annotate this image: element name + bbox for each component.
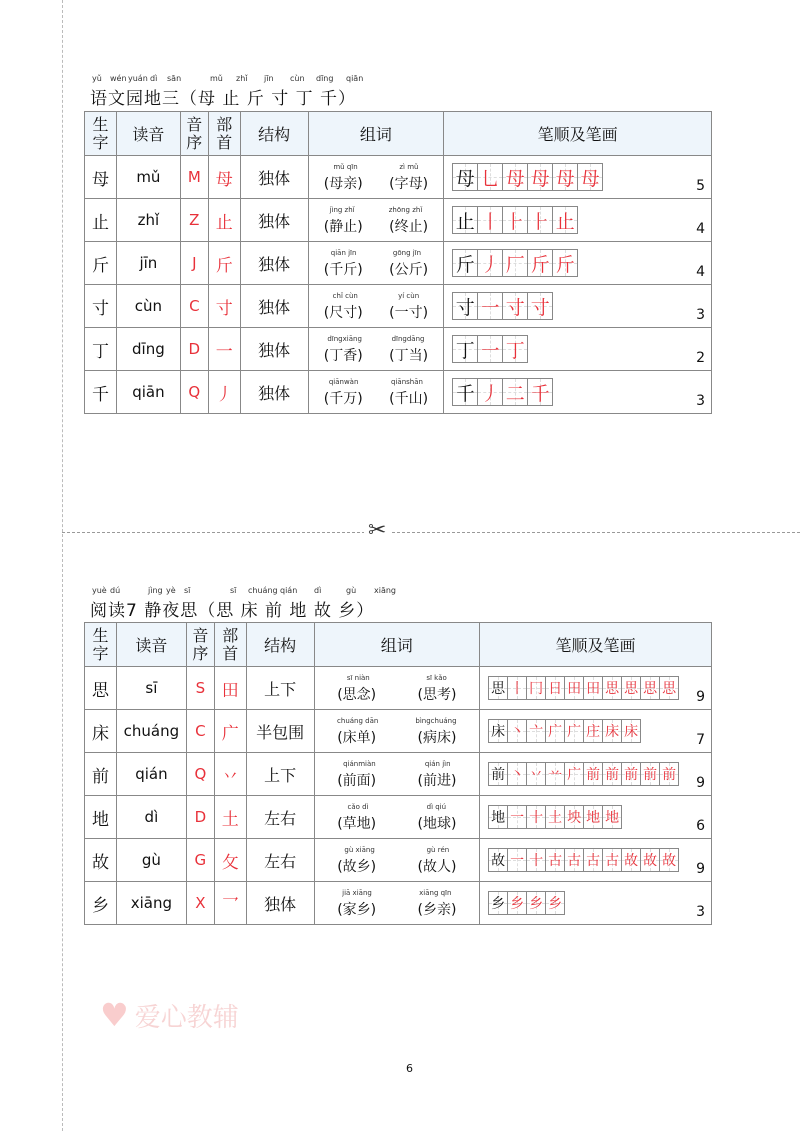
radical-cell: 田 [214, 667, 246, 710]
word1: (千万) [323, 391, 363, 407]
stroke-step-box: 床 [621, 719, 641, 743]
strokes-cell [444, 285, 712, 328]
stroke-step-box: ⺊ [527, 206, 553, 234]
word2: (病床) [417, 730, 457, 746]
stroke-step-box: 母 [452, 163, 478, 191]
word1: (家乡) [337, 902, 377, 918]
header-radical: 部首 [208, 112, 240, 156]
stroke-step-box: 十 [526, 848, 546, 872]
header-char: 生字 [85, 112, 117, 156]
stroke-count: 3 [696, 307, 705, 323]
header-structure: 结构 [246, 623, 314, 667]
strokes-cell [480, 882, 712, 925]
stroke-step-box: 广 [564, 719, 584, 743]
pinyin-cell: xiāng [116, 882, 186, 925]
strokes-cell [444, 371, 712, 414]
order-cell: M [180, 156, 208, 199]
word2: (思考) [417, 687, 457, 703]
header-char: 生字 [85, 623, 117, 667]
stroke-step-box: 丁 [502, 335, 528, 363]
stroke-step-box: 前 [621, 762, 641, 786]
word1: (尺寸) [323, 305, 363, 321]
stroke-step-box: 寸 [527, 292, 553, 320]
table-row [85, 199, 712, 242]
stroke-step-box: 厂 [502, 249, 528, 277]
stroke-order-grid [452, 292, 552, 320]
stroke-step-box: 古 [583, 848, 603, 872]
structure-cell: 独体 [240, 156, 308, 199]
stroke-order-grid [452, 249, 577, 277]
stroke-step-box: 思 [488, 676, 508, 700]
strokes-cell [444, 156, 712, 199]
section1-title [90, 74, 430, 109]
word1-pinyin: chǐ cùn [332, 292, 358, 300]
section2-title-text: 阅读7 静夜思（思 床 前 地 故 乡） [90, 601, 375, 621]
word2-pinyin: gōng jīn [392, 249, 422, 257]
word2: (乡亲) [417, 902, 457, 918]
stroke-step-box: 地 [488, 805, 508, 829]
structure-cell: 独体 [240, 371, 308, 414]
stroke-step-box: 寸 [452, 292, 478, 320]
order-cell: C [180, 285, 208, 328]
word2: (前进) [417, 773, 457, 789]
word2-pinyin: yí cùn [398, 292, 420, 300]
word1-pinyin: gù xiāng [344, 846, 375, 854]
stroke-step-box: ⺟ [502, 163, 528, 191]
stroke-step-box: 庄 [583, 719, 603, 743]
table-row [85, 371, 712, 414]
radical-cell: 丷 [214, 753, 246, 796]
section2-table [84, 622, 712, 925]
strokes-cell [480, 796, 712, 839]
stroke-step-box: 故 [640, 848, 660, 872]
word2-pinyin: bìngchuáng [415, 717, 457, 725]
stroke-step-box: 丶 [507, 762, 527, 786]
order-cell: Z [180, 199, 208, 242]
pinyin-cell: qián [116, 753, 186, 796]
word1: (草地) [337, 816, 377, 832]
stroke-step-box: 二 [502, 378, 528, 406]
word1: (丁香) [323, 348, 363, 364]
header-strokes: 笔顺及笔画 [444, 112, 712, 156]
table-row [85, 839, 712, 882]
words-cell [314, 753, 480, 796]
word2-pinyin: zhōng zhǐ [388, 206, 423, 214]
pinyin-cell: dīng [116, 328, 180, 371]
stroke-step-box: 丷 [526, 762, 546, 786]
stroke-step-box: 田 [583, 676, 603, 700]
stroke-step-box: 土 [545, 805, 565, 829]
stroke-step-box: 千 [452, 378, 478, 406]
word1-pinyin: chuáng dān [337, 717, 379, 725]
stroke-step-box: 思 [640, 676, 660, 700]
table-row [85, 242, 712, 285]
word2-pinyin: dīngdāng [391, 335, 425, 343]
strokes-cell [480, 753, 712, 796]
char-cell: 寸 [85, 285, 117, 328]
table-row [85, 882, 712, 925]
stroke-step-box: 一 [507, 805, 527, 829]
stroke-order-grid [452, 206, 577, 234]
char-cell: 乡 [85, 882, 117, 925]
section1-title-text: 语文园地三（母 止 斤 寸 丁 千） [90, 89, 357, 109]
stroke-step-box: 丿 [477, 378, 503, 406]
radical-cell: 广 [214, 710, 246, 753]
watermark-text: 爱心教辅 [134, 1002, 239, 1033]
stroke-step-box: 止 [552, 206, 578, 234]
word1-pinyin: qiánmiàn [343, 760, 376, 768]
strokes-cell [480, 710, 712, 753]
stroke-step-box: 一 [477, 292, 503, 320]
header-order: 音序 [186, 623, 214, 667]
radical-cell: 丿 [208, 371, 240, 414]
section2-title [90, 586, 430, 621]
char-cell: 千 [85, 371, 117, 414]
heart-icon: ♥ [100, 996, 129, 1034]
stroke-step-box: 古 [564, 848, 584, 872]
pinyin-cell: jīn [116, 242, 180, 285]
stroke-step-box: 故 [659, 848, 679, 872]
words-cell [308, 156, 444, 199]
stroke-step-box: 广 [564, 762, 584, 786]
structure-cell: 上下 [246, 667, 314, 710]
stroke-order-grid [488, 891, 564, 915]
stroke-count: 4 [696, 264, 705, 280]
words-cell [314, 710, 480, 753]
word1-pinyin: cǎo dì [347, 803, 369, 811]
stroke-step-box: 古 [545, 848, 565, 872]
order-cell: S [186, 667, 214, 710]
header-order: 音序 [180, 112, 208, 156]
stroke-step-box: 床 [488, 719, 508, 743]
word2-pinyin: sī kǎo [426, 674, 447, 682]
stroke-step-box: 丶 [507, 719, 527, 743]
stroke-step-box: 母 [577, 163, 603, 191]
stroke-step-box: 斤 [552, 249, 578, 277]
char-cell: 思 [85, 667, 117, 710]
stroke-count: 3 [696, 393, 705, 409]
stroke-step-box: 床 [602, 719, 622, 743]
word1-pinyin: qiān jīn [330, 249, 357, 257]
stroke-step-box: 前 [640, 762, 660, 786]
structure-cell: 独体 [240, 285, 308, 328]
char-cell: 丁 [85, 328, 117, 371]
word1: (故乡) [337, 859, 377, 875]
structure-cell: 独体 [240, 199, 308, 242]
word2-pinyin: dì qiú [426, 803, 447, 811]
order-cell: Q [186, 753, 214, 796]
char-cell: 故 [85, 839, 117, 882]
radical-cell: 止 [208, 199, 240, 242]
structure-cell: 独体 [240, 328, 308, 371]
words-cell [314, 796, 480, 839]
header-words: 组词 [308, 112, 444, 156]
stroke-step-box: 乡 [488, 891, 508, 915]
stroke-step-box: 丿 [477, 249, 503, 277]
strokes-cell [444, 199, 712, 242]
word2-pinyin: zì mǔ [399, 163, 419, 171]
table-row [85, 667, 712, 710]
order-cell: D [186, 796, 214, 839]
stroke-step-box: 前 [488, 762, 508, 786]
table-header [85, 623, 712, 667]
word2: (丁当) [389, 348, 429, 364]
word2: (故人) [417, 859, 457, 875]
section1-title-pinyin: yǔ wén yuán dì sān mǔ zhǐ jīn cùn dīng qiān [92, 74, 364, 83]
stroke-step-box: 一 [477, 335, 503, 363]
stroke-order-grid [488, 676, 678, 700]
watermark [100, 996, 239, 1034]
order-cell: Q [180, 371, 208, 414]
stroke-count: 9 [696, 775, 705, 791]
stroke-step-box: 坱 [564, 805, 584, 829]
stroke-step-box: 丨 [507, 676, 527, 700]
stroke-step-box: 丁 [452, 335, 478, 363]
stroke-step-box: 思 [602, 676, 622, 700]
section2-title-pinyin: yuè dú jìng yè sī sī chuáng qián dì gù xiāng [92, 586, 397, 595]
words-cell [314, 839, 480, 882]
stroke-count: 3 [696, 904, 705, 920]
stroke-step-box: 十 [526, 805, 546, 829]
stroke-step-box: 广 [545, 719, 565, 743]
pinyin-cell: qiān [116, 371, 180, 414]
word1-pinyin: jìng zhǐ [329, 206, 355, 214]
stroke-order-grid [488, 848, 678, 872]
stroke-step-box: 乡 [526, 891, 546, 915]
stroke-count: 5 [696, 178, 705, 194]
stroke-step-box: 乡 [545, 891, 565, 915]
pinyin-cell: cùn [116, 285, 180, 328]
stroke-step-box: 日 [545, 676, 565, 700]
order-cell: D [180, 328, 208, 371]
header-words: 组词 [314, 623, 480, 667]
stroke-step-box: 亠 [526, 719, 546, 743]
word1-pinyin: dīngxiāng [327, 335, 362, 343]
stroke-count: 9 [696, 861, 705, 877]
radical-cell: 一 [208, 328, 240, 371]
stroke-order-grid [488, 719, 640, 743]
structure-cell: 上下 [246, 753, 314, 796]
stroke-count: 4 [696, 221, 705, 237]
word1-pinyin: jiā xiāng [342, 889, 372, 897]
words-cell [308, 242, 444, 285]
char-cell: 前 [85, 753, 117, 796]
char-cell: 床 [85, 710, 117, 753]
char-cell: 斤 [85, 242, 117, 285]
page-number: 6 [406, 1062, 413, 1075]
char-cell: 地 [85, 796, 117, 839]
stroke-step-box: 乡 [507, 891, 527, 915]
stroke-step-box: 止 [452, 206, 478, 234]
word1: (千斤) [323, 262, 363, 278]
order-cell: X [186, 882, 214, 925]
word1-pinyin: qiānwàn [328, 378, 359, 386]
word1: (前面) [337, 773, 377, 789]
stroke-step-box: 前 [583, 762, 603, 786]
word2: (终止) [389, 219, 429, 235]
stroke-step-box: 千 [527, 378, 553, 406]
stroke-step-box: ⺊ [502, 206, 528, 234]
scissors-icon: ✂ [364, 518, 390, 544]
table-row [85, 710, 712, 753]
stroke-order-grid [488, 805, 621, 829]
pinyin-cell: dì [116, 796, 186, 839]
word1: (静止) [323, 219, 363, 235]
strokes-cell [444, 328, 712, 371]
word2-pinyin: qiānshān [391, 378, 423, 386]
stroke-order-grid [488, 762, 678, 786]
stroke-step-box: 冂 [526, 676, 546, 700]
word1: (母亲) [323, 176, 363, 192]
stroke-step-box: 地 [583, 805, 603, 829]
stroke-order-grid [452, 163, 602, 191]
radical-cell: 攵 [214, 839, 246, 882]
structure-cell: 独体 [240, 242, 308, 285]
stroke-step-box: 前 [602, 762, 622, 786]
structure-cell: 半包围 [246, 710, 314, 753]
char-cell: 止 [85, 199, 117, 242]
stroke-step-box: 丨 [477, 206, 503, 234]
strokes-cell [480, 667, 712, 710]
pinyin-cell: mǔ [116, 156, 180, 199]
word2-pinyin: qián jìn [424, 760, 451, 768]
words-cell [308, 328, 444, 371]
word1-pinyin: mǔ qīn [333, 163, 358, 171]
header-read: 读音 [116, 112, 180, 156]
table-row [85, 796, 712, 839]
order-cell: G [186, 839, 214, 882]
word1-pinyin: sī niàn [346, 674, 370, 682]
table-row [85, 753, 712, 796]
stroke-step-box: 前 [659, 762, 679, 786]
stroke-step-box: 䒑 [545, 762, 565, 786]
table-row [85, 285, 712, 328]
stroke-order-grid [452, 378, 552, 406]
stroke-order-grid [452, 335, 527, 363]
stroke-step-box: 古 [602, 848, 622, 872]
pinyin-cell: chuáng [116, 710, 186, 753]
binding-margin-line [62, 0, 63, 1131]
header-strokes: 笔顺及笔画 [480, 623, 712, 667]
words-cell [308, 285, 444, 328]
stroke-step-box: 斤 [452, 249, 478, 277]
words-cell [314, 882, 480, 925]
char-cell: 母 [85, 156, 117, 199]
table-header [85, 112, 712, 156]
header-read: 读音 [116, 623, 186, 667]
table-row [85, 328, 712, 371]
stroke-step-box: 母 [527, 163, 553, 191]
radical-cell: 母 [208, 156, 240, 199]
word2: (千山) [389, 391, 429, 407]
radical-cell: 土 [214, 796, 246, 839]
radical-cell: 寸 [208, 285, 240, 328]
radical-cell: 乛 [214, 882, 246, 925]
words-cell [308, 371, 444, 414]
pinyin-cell: sī [116, 667, 186, 710]
pinyin-cell: zhǐ [116, 199, 180, 242]
stroke-step-box: 思 [659, 676, 679, 700]
pinyin-cell: gù [116, 839, 186, 882]
stroke-step-box: 故 [621, 848, 641, 872]
word2-pinyin: xiāng qīn [419, 889, 452, 897]
header-radical: 部首 [214, 623, 246, 667]
stroke-step-box: 故 [488, 848, 508, 872]
stroke-step-box: 乚 [477, 163, 503, 191]
word1: (床单) [337, 730, 377, 746]
structure-cell: 左右 [246, 796, 314, 839]
order-cell: C [186, 710, 214, 753]
stroke-step-box: 田 [564, 676, 584, 700]
word1: (思念) [337, 687, 377, 703]
word2: (地球) [417, 816, 457, 832]
structure-cell: 独体 [246, 882, 314, 925]
words-cell [314, 667, 480, 710]
stroke-step-box: 母 [552, 163, 578, 191]
word2: (字母) [389, 176, 429, 192]
stroke-count: 6 [696, 818, 705, 834]
stroke-count: 7 [696, 732, 705, 748]
section1-table [84, 111, 712, 414]
strokes-cell [444, 242, 712, 285]
header-structure: 结构 [240, 112, 308, 156]
stroke-step-box: 一 [507, 848, 527, 872]
strokes-cell [480, 839, 712, 882]
word2-pinyin: gù rén [426, 846, 450, 854]
word2: (公斤) [389, 262, 429, 278]
table-row [85, 156, 712, 199]
word2: (一寸) [389, 305, 429, 321]
stroke-step-box: 斤 [527, 249, 553, 277]
stroke-step-box: 寸 [502, 292, 528, 320]
order-cell: J [180, 242, 208, 285]
stroke-step-box: 地 [602, 805, 622, 829]
stroke-step-box: 思 [621, 676, 641, 700]
structure-cell: 左右 [246, 839, 314, 882]
stroke-count: 9 [696, 689, 705, 705]
stroke-count: 2 [696, 350, 705, 366]
radical-cell: 斤 [208, 242, 240, 285]
words-cell [308, 199, 444, 242]
cut-line [62, 532, 800, 533]
